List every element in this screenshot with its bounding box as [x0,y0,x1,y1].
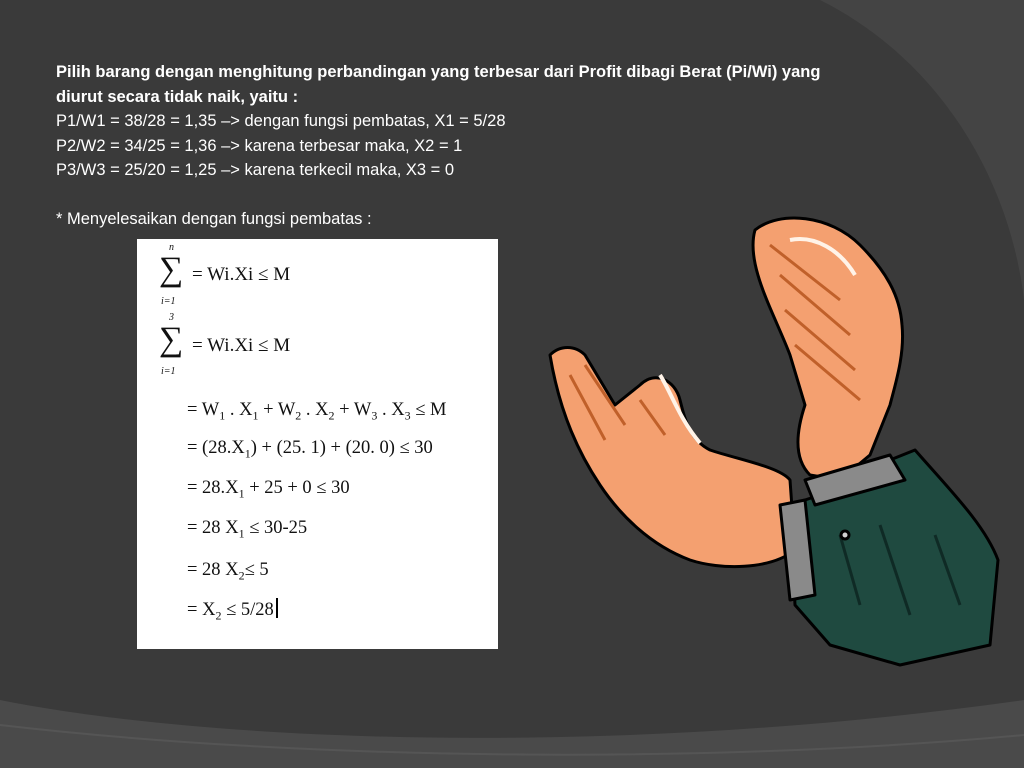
formula-step-6: = $X_2 \le 5/28$ [187,598,278,627]
sum1-lower: i=1 [161,296,176,307]
constraint-heading: * Menyelesaikan dengan fungsi pembatas : [56,210,372,228]
text-cursor [276,598,278,618]
sigma-symbol: ∑ [159,321,184,358]
formula-step-2: = $(28.X_1) + (25$. 1) + (20. 0) ≤ 30 [187,438,433,461]
formula-step-3: = $28.X_1 + 25 + 0 \le 30$ [187,478,350,501]
sigma-symbol: ∑ [159,251,184,288]
clapping-hands-clipart [540,205,1010,675]
sum1-rhs: = Wi.Xi ≤ M [192,264,291,285]
sum2-lower: i=1 [161,366,176,377]
formula-step-1: = $W_1$ . $X_1 + W_2$ . $X_2 + W_3$ . $X_3 \le M$ [187,400,447,423]
ratio-line-3: P3/W3 = 25/20 = 1,25 –> karena terkecil maka, X3 = 0 [56,161,455,179]
formula-step-5: = 28 $X_2\le 5$ [187,560,269,583]
ratio-line-1: P1/W1 = 38/28 = 1,35 –> dengan fungsi pembatas, X1 = 5/28 [56,112,506,130]
formula-step-4: = 28 $X_1 \le 30-25$ [187,518,308,541]
left-hand [550,348,795,567]
sum2-rhs: = Wi.Xi ≤ M [192,335,291,356]
sleeve [780,450,998,665]
sum1-upper: n [169,242,174,253]
intro-line-2: diurut secara tidak naik, yaitu : [56,87,299,106]
sum2-upper: 3 [169,312,174,323]
intro-line-1: Pilih barang dengan menghitung perbandingan yang terbesar dari Profit dibagi Berat (Pi/Wi) yang [56,63,821,81]
right-hand [753,218,903,480]
formula-image [137,239,498,649]
ratio-line-2: P2/W2 = 34/25 = 1,36 –> karena terbesar maka, X2 = 1 [56,136,463,155]
